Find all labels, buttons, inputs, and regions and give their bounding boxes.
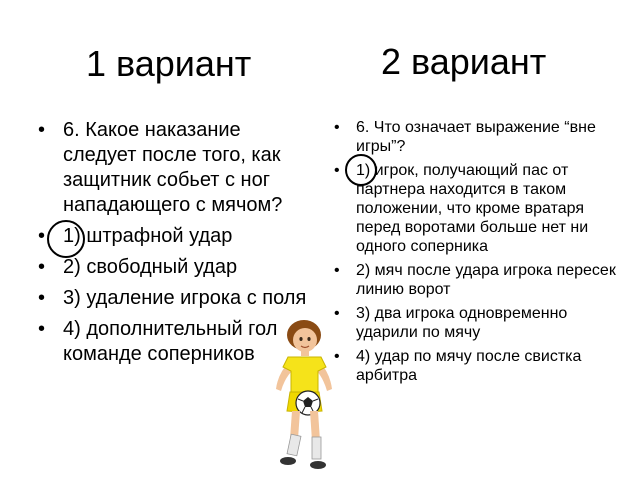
bullet-icon: • xyxy=(38,287,46,309)
variant-1-question xyxy=(38,118,313,218)
bullet-icon: • xyxy=(334,119,340,136)
variant-2-option-4 xyxy=(334,347,619,385)
answer-circle-mark xyxy=(47,220,85,258)
player-right-leg xyxy=(310,411,320,441)
variant-2-option-2 xyxy=(334,261,619,299)
option-text: 1) штрафной удар xyxy=(63,225,233,247)
player-face xyxy=(293,328,317,352)
bullet-icon: • xyxy=(334,348,340,365)
bullet-icon: • xyxy=(334,162,340,179)
variant-2-option-3 xyxy=(334,304,619,342)
question-text: 6. Какое наказание следует после того, как защитник собьет с ног нападающего с мячом? xyxy=(63,119,283,216)
variant-2-heading: 2 вариант xyxy=(381,41,547,82)
bullet-icon: • xyxy=(334,305,340,322)
variant-2-question xyxy=(334,118,619,156)
soccer-player-icon xyxy=(268,315,340,475)
option-text: 3) удаление игрока с поля xyxy=(63,287,307,309)
variant-2-list xyxy=(334,118,619,390)
option-text: 2) свободный удар xyxy=(63,256,238,278)
variant-1-option-2 xyxy=(38,255,313,280)
variant-1-heading: 1 вариант xyxy=(86,43,252,84)
bullet-icon: • xyxy=(38,119,46,141)
bullet-icon: • xyxy=(38,318,46,340)
option-text: 3) два игрока одновременно ударили по мячу xyxy=(356,305,568,341)
option-text: 4) удар по мячу после свистка арбитра xyxy=(356,348,582,384)
question-text: 6. Что означает выражение “вне игры”? xyxy=(356,119,596,155)
bullet-icon: • xyxy=(334,262,340,279)
player-left-shoe xyxy=(280,457,296,465)
answer-circle-mark xyxy=(345,154,377,186)
variant-2-option-1 xyxy=(334,161,619,256)
bullet-icon: • xyxy=(38,256,46,278)
bullet-icon: • xyxy=(38,225,46,247)
option-text: 1) игрок, получающий пас от партнера находится в таком положении, что кроме вратаря перед воротами больше нет ни одного соперника xyxy=(356,162,589,255)
option-text: 2) мяч после удара игрока пересек линию ворот xyxy=(356,262,616,298)
option-text: 4) дополнительный гол команде соперников xyxy=(63,318,278,365)
variant-1-option-3 xyxy=(38,286,313,311)
player-right-shoe xyxy=(310,461,326,469)
player-shirt xyxy=(283,357,326,393)
